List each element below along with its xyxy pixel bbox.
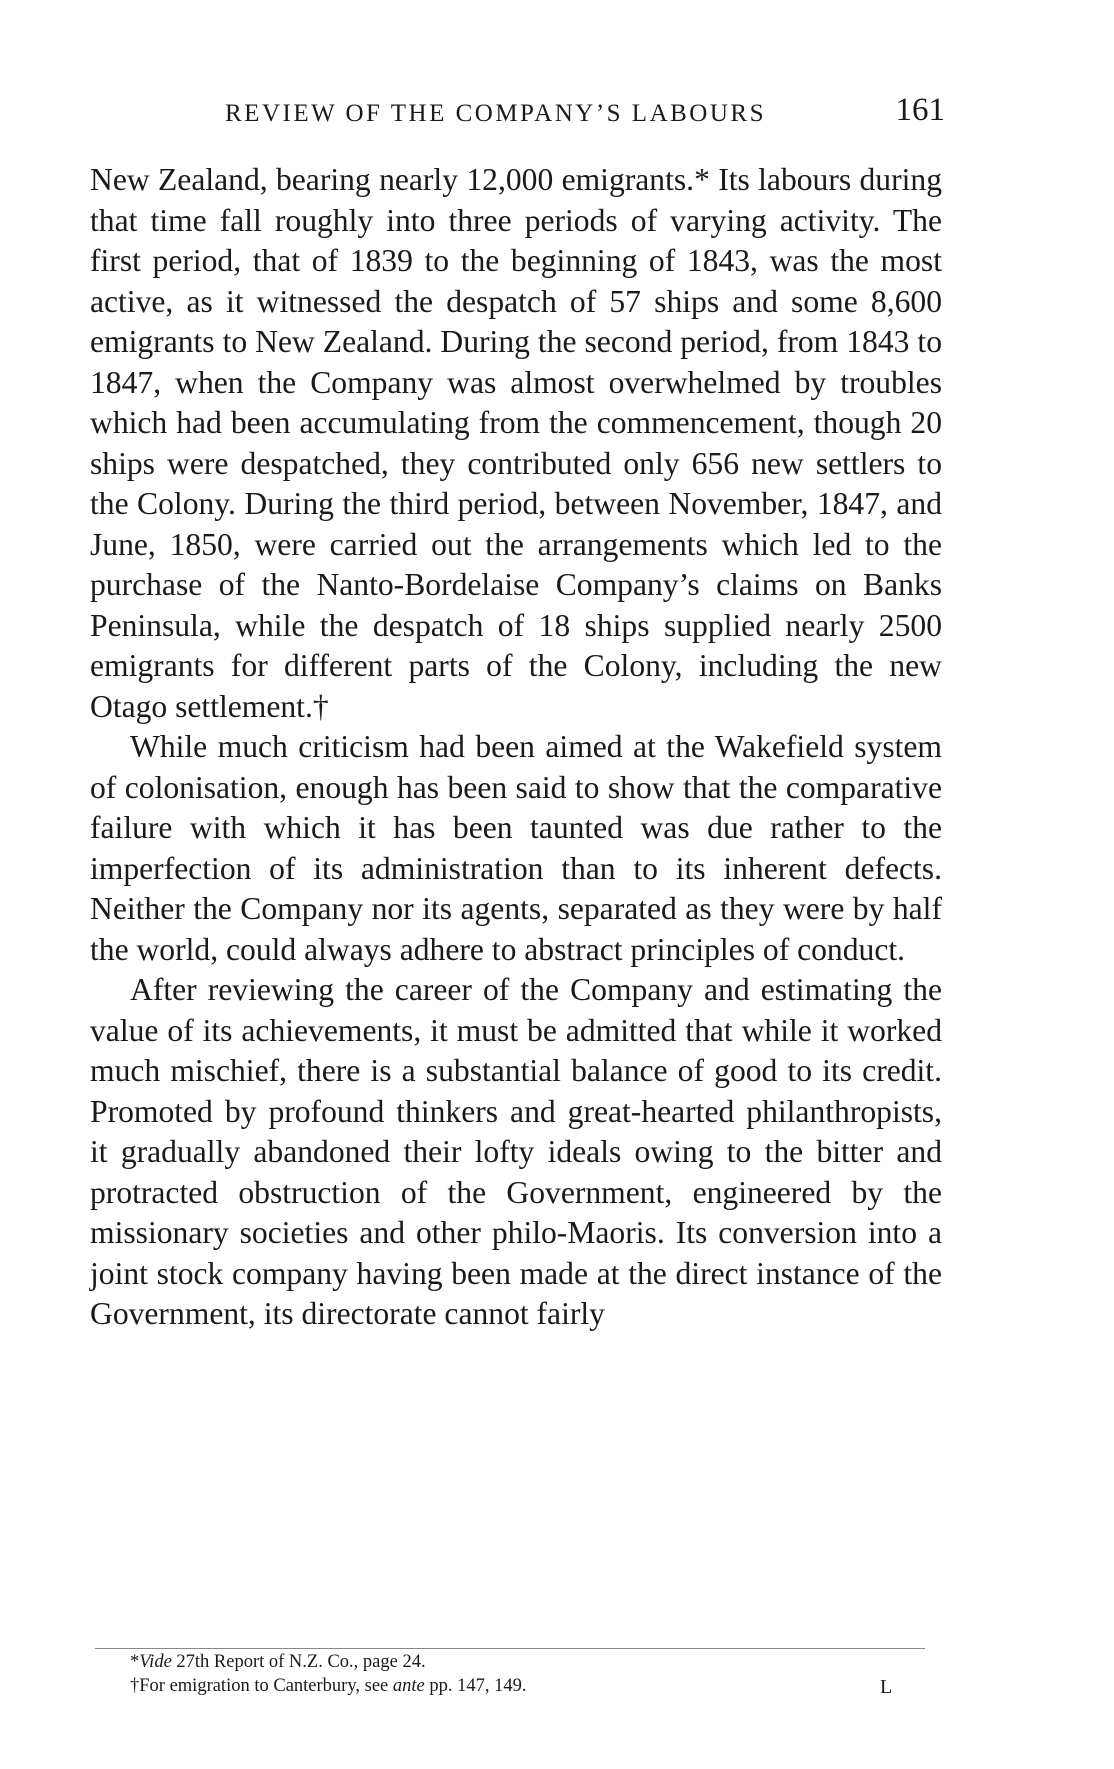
footnote-2-italic: ante bbox=[392, 1676, 425, 1696]
paragraph-continued: New Zealand, bearing nearly 12,000 emigrants.* Its labours during that time fall roughly into three periods of varying activity. The first period, that of 1839 to the beginning of 1843, was the most active, as it witnessed the despatch of 57 ships and some 8,600 emigrants to New Zealand. During the second period, from 1843 to 1847, when the Company was almost overwhelmed by troubles which had been accumulating from the commencement, though 20 ships were despatched, they contributed only 656 new settlers to the Colony. During the third period, between November, 1847, and June, 1850, were carried out the arrangements which led to the purchase of the Nanto-Bordelaise Company’s claims on Banks Peninsula, while the despatch of 18 ships supplied nearly 2500 emigrants for different parts of the Colony, including the new Otago settlement.† bbox=[90, 162, 942, 724]
footnote-2 bbox=[130, 1674, 930, 1698]
footnote-1-italic: Vide bbox=[139, 1652, 172, 1672]
page-number: 161 bbox=[895, 92, 945, 128]
footnote-rule bbox=[95, 1648, 925, 1649]
footnote-1 bbox=[130, 1650, 930, 1674]
footnote-2-text-before: For emigration to Canterbury, see bbox=[139, 1676, 393, 1696]
footnotes bbox=[130, 1650, 930, 1698]
paragraph-wakefield-system: While much criticism had been aimed at the Wakefield system of colonisation, enough has been said to show that the comparative failure with which it has been taunted was due rather to the imperfection of its administration than to its inherent defects. Neither the Company nor its agents, separated as they were by half the world, could always adhere to abstract principles of conduct. bbox=[90, 729, 942, 967]
footnote-1-text: 27th Report of N.Z. Co., page 24. bbox=[171, 1652, 426, 1672]
paragraph-career-review: After reviewing the career of the Company and estimating the value of its achievements, it must be admitted that while it worked much mischief, there is a substantial balance of good to its credit. Promoted by profound thinkers and great-hearted philanthropists, it gradually abandoned their lofty ideals owing to the bitter and protracted obstruction of the Government, engineered by the missionary societies and other philo-Maoris. Its conversion into a joint stock company having been made at the direct instance of the Government, its directorate cannot fairly bbox=[90, 972, 942, 1331]
running-title: REVIEW OF THE COMPANY’S LABOURS bbox=[225, 100, 766, 127]
footnote-1-marker: * bbox=[130, 1652, 140, 1672]
signature-mark: L bbox=[880, 1676, 893, 1698]
footnote-2-text-after: pp. 147, 149. bbox=[424, 1676, 527, 1696]
footnote-2-marker: † bbox=[130, 1676, 140, 1696]
page-header bbox=[90, 92, 945, 142]
body-text bbox=[90, 160, 942, 1335]
